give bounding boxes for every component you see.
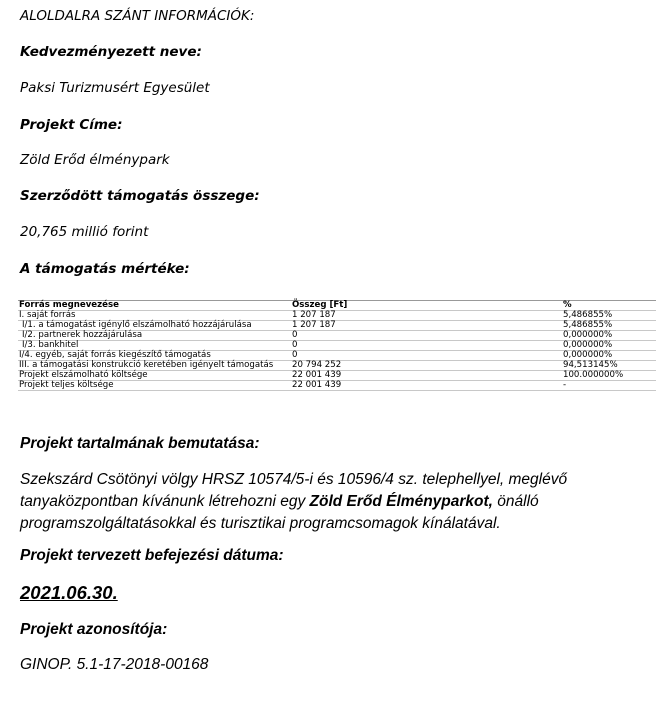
cell-amount: 22 001 439 xyxy=(291,371,562,381)
cell-source: Projekt elszámolható költsége xyxy=(18,371,291,381)
cell-amount: 0 xyxy=(291,331,562,341)
content-label: Projekt tartalmának bemutatása: xyxy=(20,435,260,452)
cell-percent: 0,000000% xyxy=(562,331,656,341)
end-date-label: Projekt tervezett befejezési dátuma: xyxy=(20,547,284,564)
content-description xyxy=(20,469,640,535)
beneficiary-label: Kedvezményezett neve: xyxy=(20,44,202,60)
grant-value: 20,765 millió forint xyxy=(20,224,149,240)
col-header-amount: Összeg [Ft] xyxy=(291,301,562,311)
cell-amount: 22 001 439 xyxy=(291,381,562,391)
rate-label: A támogatás mértéke: xyxy=(20,261,190,277)
cell-source: I/4. egyéb, saját forrás kiegészítő támogatás xyxy=(18,351,291,361)
col-header-source: Forrás megnevezése xyxy=(18,301,291,311)
cell-amount: 20 794 252 xyxy=(291,361,562,371)
cell-source: I/1. a támogatást igénylő elszámolható hozzájárulása xyxy=(18,321,291,331)
cell-source: I. saját forrás xyxy=(18,311,291,321)
table-row xyxy=(18,341,656,351)
cell-percent: - xyxy=(562,381,656,391)
cell-percent: 0,000000% xyxy=(562,341,656,351)
cell-amount: 1 207 187 xyxy=(291,311,562,321)
beneficiary-value: Paksi Turizmusért Egyesület xyxy=(20,80,210,96)
cell-percent: 5,486855% xyxy=(562,311,656,321)
funding-table xyxy=(18,300,656,391)
table-row xyxy=(18,311,656,321)
cell-percent: 94,513145% xyxy=(562,361,656,371)
project-title-value: Zöld Erőd élménypark xyxy=(20,152,170,168)
table-row xyxy=(18,351,656,361)
end-date-value: 2021.06.30. xyxy=(20,582,118,603)
table-row xyxy=(18,331,656,341)
cell-source: I/2. partnerek hozzájárulása xyxy=(18,331,291,341)
table-row xyxy=(18,321,656,331)
cell-amount: 0 xyxy=(291,341,562,351)
table-row xyxy=(18,381,656,391)
project-id-label: Projekt azonosítója: xyxy=(20,621,168,638)
cell-amount: 0 xyxy=(291,351,562,361)
cell-source: III. a támogatási konstrukció keretében igényelt támogatás xyxy=(18,361,291,371)
cell-source: Projekt teljes költsége xyxy=(18,381,291,391)
col-header-percent: % xyxy=(562,301,656,311)
content-text-end: önálló programszolgáltatásokkal és turisztikai programcsomagok kínálatával. xyxy=(20,493,539,532)
project-id-value: GINOP. 5.1-17-2018-00168 xyxy=(20,656,209,673)
content-text-bold: Zöld Erőd Élményparkot, xyxy=(309,493,493,510)
table-header-row xyxy=(18,301,656,311)
table-row xyxy=(18,371,656,381)
project-title-label: Projekt Címe: xyxy=(20,117,123,133)
cell-source: I/3. bankhitel xyxy=(18,341,291,351)
cell-percent: 5,486855% xyxy=(562,321,656,331)
cell-percent: 100.000000% xyxy=(562,371,656,381)
cell-amount: 1 207 187 xyxy=(291,321,562,331)
section-header: ALOLDALRA SZÁNT INFORMÁCIÓK: xyxy=(20,8,255,24)
content-text-start: Szekszárd Csötönyi völgy HRSZ 10574/5-i és 10596/4 sz. telephellyel, meglévő tanyaközpontban kívánunk létrehozni egy xyxy=(20,471,568,510)
grant-label: Szerződött támogatás összege: xyxy=(20,188,260,204)
table-row xyxy=(18,361,656,371)
cell-percent: 0,000000% xyxy=(562,351,656,361)
